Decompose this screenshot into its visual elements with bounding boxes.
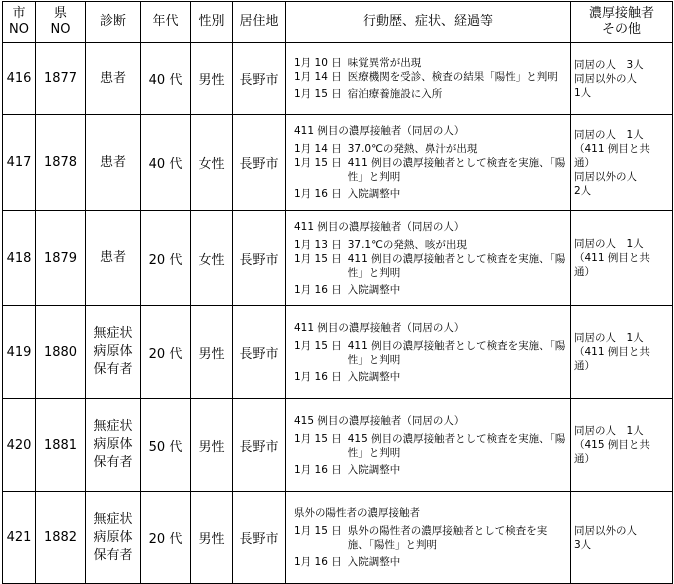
history-event [294, 524, 567, 552]
header-city-no: 市 NO [3, 2, 36, 43]
header-history: 行動歴、症状、経過等 [286, 2, 571, 43]
diagnosis-line: 病原体 [93, 437, 133, 452]
contacts-line: （411 例目と共 [574, 252, 650, 264]
history-heading: 411 例目の濃厚接触者（同居の人） [294, 321, 465, 334]
cell-diagnosis [86, 43, 141, 115]
history-event [294, 432, 567, 460]
cell-sex: 女性 [191, 211, 233, 306]
cell-sex: 男性 [191, 43, 233, 115]
event-text: 37.1℃の発熱、咳が出現 [347, 238, 467, 251]
history-event [294, 238, 567, 252]
cell-sex: 女性 [191, 115, 233, 211]
table-row [3, 43, 673, 115]
cell-pref-no: 1882 [36, 492, 86, 584]
event-date: 1月 15 日 [294, 157, 342, 169]
cell-diagnosis [86, 399, 141, 492]
cell-contacts [571, 43, 673, 115]
diagnosis-line: 無症状 [93, 419, 133, 434]
cell-age: 40 代 [141, 115, 191, 211]
cell-sex: 男性 [191, 306, 233, 399]
contacts-line: 同居以外の人 [574, 524, 637, 537]
event-date: 1月 15 日 [294, 252, 342, 265]
event-text: 医療機関を受診、検査の結果「陽性」と判明 [347, 71, 558, 83]
history-event [294, 252, 567, 280]
event-text: 宿泊療養施設に入所 [347, 88, 443, 100]
event-date: 1月 15 日 [294, 88, 342, 100]
cell-history [286, 211, 571, 306]
contacts-line: 1人 [574, 86, 592, 99]
contacts-line: 同居の人 1人 [574, 238, 644, 250]
history-heading: 415 例目の濃厚接触者（同居の人） [294, 414, 465, 427]
contacts-line: 通） [574, 453, 595, 465]
cell-contacts [571, 115, 673, 211]
cell-diagnosis [86, 306, 141, 399]
header-age: 年代 [141, 2, 191, 43]
event-date: 1月 15 日 [294, 432, 342, 445]
table-row [3, 492, 673, 584]
cell-pref-no: 1878 [36, 115, 86, 211]
event-date: 1月 16 日 [294, 463, 342, 476]
table-row [3, 306, 673, 399]
cell-residence: 長野市 [233, 306, 286, 399]
cell-pref-no: 1877 [36, 43, 86, 115]
contacts-line: 同居の人 3人 [574, 58, 644, 71]
cell-age: 20 代 [141, 211, 191, 306]
cell-age: 20 代 [141, 492, 191, 584]
header-row [3, 2, 673, 43]
diagnosis-line: 保有者 [93, 455, 133, 470]
event-date: 1月 16 日 [294, 283, 342, 296]
cell-city-no: 421 [3, 492, 36, 584]
cell-contacts [571, 306, 673, 399]
history-event [294, 187, 567, 201]
history-event [294, 370, 567, 384]
cell-history [286, 43, 571, 115]
history-event [294, 87, 567, 101]
header-pref-no: 県 NO [36, 2, 86, 43]
diagnosis-line: 無症状 [93, 326, 133, 341]
diagnosis-line: 保有者 [93, 362, 133, 377]
diagnosis-line: 患者 [99, 154, 126, 170]
contacts-line: 同居の人 1人 [574, 332, 644, 344]
history-event [294, 339, 567, 367]
cell-sex: 男性 [191, 399, 233, 492]
cell-city-no: 416 [3, 43, 36, 115]
event-text: 入院調整中 [347, 370, 401, 383]
contacts-line: 同居以外の人 [574, 72, 637, 85]
history-event [294, 283, 567, 297]
cell-city-no: 420 [3, 399, 36, 492]
cell-residence: 長野市 [233, 211, 286, 306]
cell-age: 40 代 [141, 43, 191, 115]
diagnosis-line: 患者 [99, 70, 126, 86]
history-event [294, 555, 567, 569]
contacts-line: 同居の人 1人 [574, 128, 644, 141]
event-date: 1月 13 日 [294, 238, 342, 251]
contacts-line: （411 例目と共 [574, 142, 650, 155]
event-text: 味覚異常が出現 [347, 57, 422, 69]
contacts-line: 3人 [574, 538, 592, 551]
event-date: 1月 15 日 [294, 339, 342, 352]
cell-sex: 男性 [191, 492, 233, 584]
contacts-line: 通） [574, 360, 595, 372]
diagnosis-line: 病原体 [93, 344, 133, 359]
cell-age: 20 代 [141, 306, 191, 399]
history-event [294, 463, 567, 477]
cell-contacts [571, 211, 673, 306]
event-text: 入院調整中 [347, 556, 401, 568]
event-date: 1月 10 日 [294, 57, 342, 69]
history-event [294, 156, 567, 184]
event-date: 1月 14 日 [294, 143, 342, 155]
cell-history [286, 115, 571, 211]
diagnosis-line: 無症状 [93, 511, 133, 527]
cell-residence: 長野市 [233, 492, 286, 584]
history-heading: 県外の陽性者の濃厚接触者 [294, 507, 420, 519]
cell-city-no: 417 [3, 115, 36, 211]
contacts-line: 同居の人 1人 [574, 425, 644, 437]
contacts-line: 2人 [574, 184, 592, 197]
table-row [3, 115, 673, 211]
diagnosis-line: 病原体 [93, 529, 133, 545]
cell-city-no: 418 [3, 211, 36, 306]
event-text: 県外の陽性者の濃厚接触者として検査を実施、「陽性」と判明 [347, 525, 548, 551]
cell-age: 50 代 [141, 399, 191, 492]
table-row [3, 211, 673, 306]
event-text: 入院調整中 [347, 188, 401, 200]
history-event [294, 56, 567, 70]
diagnosis-line: 患者 [99, 250, 126, 265]
event-date: 1月 14 日 [294, 71, 342, 83]
event-text: 37.0℃の発熱、鼻汁が出現 [347, 143, 478, 155]
cell-contacts [571, 399, 673, 492]
cell-pref-no: 1879 [36, 211, 86, 306]
history-event [294, 142, 567, 156]
contacts-line: （415 例目と共 [574, 439, 650, 451]
contacts-line: 通） [574, 156, 595, 169]
contacts-line: 同居以外の人 [574, 170, 637, 183]
cell-diagnosis [86, 115, 141, 211]
cell-pref-no: 1880 [36, 306, 86, 399]
event-date: 1月 15 日 [294, 525, 342, 537]
event-text: 411 例目の濃厚接触者として検査を実施、「陽性」と判明 [347, 157, 566, 183]
event-date: 1月 16 日 [294, 556, 342, 568]
cell-diagnosis [86, 492, 141, 584]
event-date: 1月 16 日 [294, 188, 342, 200]
history-heading: 411 例目の濃厚接触者（同居の人） [294, 220, 465, 233]
event-text: 411 例目の濃厚接触者として検査を実施、「陽性」と判明 [347, 339, 566, 366]
event-text: 入院調整中 [347, 463, 401, 476]
cases-table [2, 1, 673, 584]
event-text: 415 例目の濃厚接触者として検査を実施、「陽性」と判明 [347, 432, 566, 459]
cell-pref-no: 1881 [36, 399, 86, 492]
history-event [294, 70, 567, 84]
diagnosis-line: 保有者 [93, 547, 133, 563]
cell-residence: 長野市 [233, 43, 286, 115]
header-residence: 居住地 [233, 2, 286, 43]
cell-history [286, 399, 571, 492]
table-row [3, 399, 673, 492]
contacts-line: （411 例目と共 [574, 346, 650, 358]
header-sex: 性別 [191, 2, 233, 43]
event-date: 1月 16 日 [294, 370, 342, 383]
event-text: 411 例目の濃厚接触者として検査を実施、「陽性」と判明 [347, 252, 566, 279]
header-diagnosis: 診断 [86, 2, 141, 43]
event-text: 入院調整中 [347, 283, 401, 296]
cell-history [286, 492, 571, 584]
history-heading: 411 例目の濃厚接触者（同居の人） [294, 125, 465, 137]
header-contacts: 濃厚接触者 その他 [571, 2, 673, 43]
cell-history [286, 306, 571, 399]
cell-residence: 長野市 [233, 399, 286, 492]
cell-diagnosis [86, 211, 141, 306]
contacts-line: 通） [574, 266, 595, 278]
cell-city-no: 419 [3, 306, 36, 399]
cell-residence: 長野市 [233, 115, 286, 211]
cell-contacts [571, 492, 673, 584]
